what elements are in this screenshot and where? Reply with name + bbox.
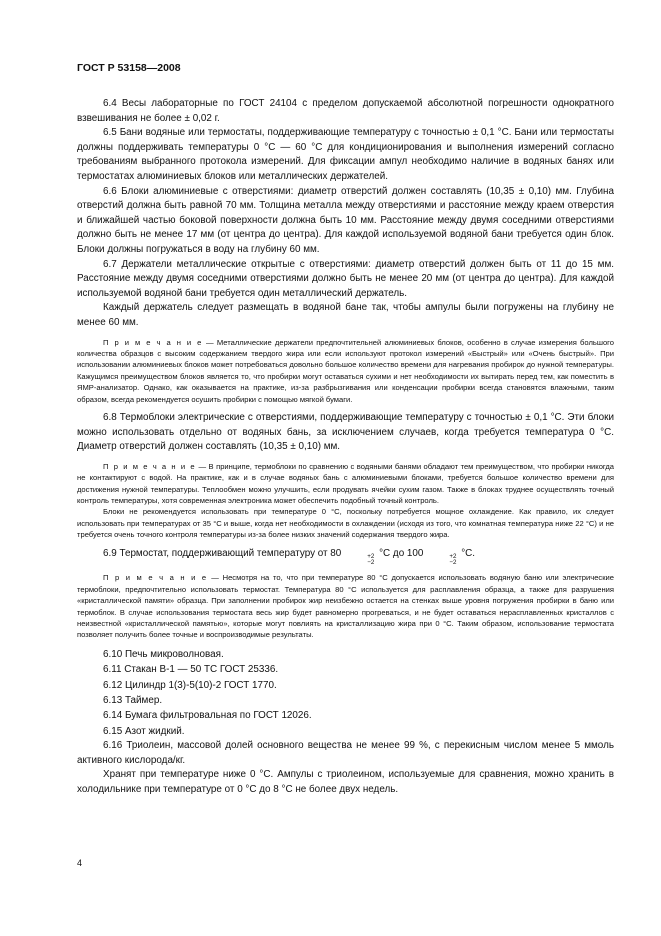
document-body (77, 97, 614, 798)
note-text: — Несмотря на то, что при температуре 80 °С допускается использовать водяную баню или электрические термоблоки, предпочтительно использовать термостат. Температура 80 °С используется для расплавления образца, а также для разрушения «кристаллической памяти» образца. При заполнении пробирок жир неизбежно остается на стенках выше уровня погружения пробирки в баню или термоблок. В случае использования термостата весь жир будет равномерно прогреваться, и не будет оставаться нерасплавленных кристаллов с неизвестной «кристаллической памятью», которые могут повлиять на кристаллизацию жира при 0 °С. Таким образом, использование термостата позволяет получить более точные и воспроизводимые результаты. (77, 573, 614, 640)
tolerance-minus: −2 (367, 558, 375, 566)
paragraph-6-9-start: 6.9 Термостат, поддерживающий температуру от 80 (103, 547, 342, 559)
note-metal-holders (77, 337, 614, 405)
paragraph-6-4: 6.4 Весы лабораторные по ГОСТ 24104 с пределом допускаемой абсолютной погрешности однократного взвешивания не более ± 0,02 г. (77, 98, 614, 124)
tolerance-80 (341, 554, 374, 567)
list-item: 6.10 Печь микроволновая. (103, 648, 224, 660)
tolerance-100 (423, 554, 456, 567)
note-label: П р и м е ч а н и е (103, 337, 203, 347)
note-text: — В принципе, термоблоки по сравнению с водяными банями обладают тем преимуществом, что пробирки никогда не контактируют с водой. На практике, как и в случае водяных бань с алюминиевыми блоками, требуется большое количество времени для достижения нужной температуры. Теплообмен можно улучшить, если продувать ячейки сухим газом. Также в блоках труднее осуществлять точный контроль температуры, хотя современная электроника может обеспечить подобный точный контроль. (77, 461, 615, 505)
paragraph-6-16-continued: Хранят при температуре ниже 0 °С. Ампулы с триолеином, используемые для сравнения, можно хранить в холодильнике при температуре от 0 °С до 8 °С не более двух недель. (77, 769, 614, 796)
paragraph-6-5: 6.5 Бани водяные или термостаты, поддерживающие температуру с точностью ± 0,1 °С. Бани или термостаты должны поддерживать температуры 0 °С — 60 °С для кондиционирования и выполнения измерений согласно требованиям выбранного протокола измерений. Для фиксации ампул необходимо наличие в водяных банях или термостатах алюминиевых блоков или металлических держателей. (77, 127, 614, 182)
list-item: 6.12 Цилиндр 1(3)-5(10)-2 ГОСТ 1770. (103, 679, 277, 691)
note-thermoblocks-continued: Блоки не рекомендуется использовать при температуре 0 °С, поскольку потребуется мощное охлаждение. Как правило, их следует использовать при температурах от 35 °С и выше, когда нет необходимости в охлаждении (исходя из того, что комнатная температура ниже 22 °С) и не требуется очень точного контроля температуры из-за более низких значений содержания твердого жира. (77, 507, 614, 540)
equipment-list (77, 647, 614, 739)
list-item: 6.15 Азот жидкий. (103, 725, 185, 737)
note-thermostat (77, 572, 614, 640)
list-item: 6.13 Таймер. (103, 695, 163, 707)
note-thermoblocks (77, 461, 614, 507)
document-header: ГОСТ Р 53158—2008 (77, 62, 181, 74)
paragraph-6-9-middle: °С до 100 (376, 547, 424, 559)
paragraph-6-7: 6.7 Держатели металлические открытые с отверстиями: диаметр отверстий должен быть от 11 до 15 мм. Расстояние между двумя соседними отверстиями должно быть не менее 20 мм (от центра до центра). Для каждой используемой водяной бани требуется один металлический держатель. (77, 258, 614, 299)
paragraph-6-6: 6.6 Блоки алюминиевые с отверстиями: диаметр отверстий должен составлять (10,35 ± 0,10) мм. Глубина отверстий должна быть равной 70 мм. Толщина металла между отверстиями и расстояние между краем отверстия и ближайшей частью боковой поверхности должна быть 10 мм. Расстояние между двумя соседними отверстиями должно быть не менее 17 мм (от центра до центра). Для каждой используемой водяной бани требуется один блок. Блоки должны погружаться в воду на глубину 60 мм. (77, 185, 614, 255)
paragraph-6-16: 6.16 Триолеин, массовой долей основного вещества не менее 99 %, с перекисным числом менее 5 ммоль активного кислорода/кг. (77, 740, 614, 766)
tolerance-plus: +2 (367, 552, 375, 560)
tolerance-minus: −2 (449, 558, 457, 566)
list-item: 6.14 Бумага фильтровальная по ГОСТ 12026. (103, 710, 312, 722)
note-label: П р и м е ч а н и е (103, 573, 208, 583)
note-text: — Металлические держатели предпочтительней алюминиевых блоков, особенно в случае измерения большого количества образцов с высоким содержанием твердого жира или если используют протокол измерений «Быстрый» или «Очень быстрый». При использовании алюминиевых блоков может потребоваться довольно большое количество времени для нагревания пробирок до нужной температуры. Кажущимся преимуществом блоков является то, что пробирки могут оставаться сухими и нет необходимости их вытирать перед тем, как поместить в ЯМР-анализатор. Однако, как оказывается на практике, из-за разбрызгивания или конденсации пробирки всегда становятся влажными, таким образом, всегда рекомендуется осушить пробирки с помощью мягкой бумаги. (77, 337, 614, 404)
paragraph-6-9-end: °С. (458, 547, 476, 559)
list-item: 6.11 Стакан В-1 — 50 ТС ГОСТ 25336. (103, 664, 279, 676)
paragraph-6-7-continued: Каждый держатель следует размещать в водяной бане так, чтобы ампулы были погружены на глубину не менее 60 мм. (77, 302, 614, 328)
paragraph-6-8: 6.8 Термоблоки электрические с отверстиями, поддерживающие температуру с точностью ± 0,1 °С. Эти блоки можно использовать отдельно от водяных бань, за исключением случаев, когда требуется температура 0 °С. Диаметр отверстий должен составлять (10,35 ± 0,10) мм. (77, 411, 614, 453)
paragraph-6-9 (77, 547, 614, 567)
note-label: П р и м е ч а н и е (103, 461, 197, 471)
page-number: 4 (77, 858, 83, 868)
tolerance-plus: +2 (449, 552, 457, 560)
